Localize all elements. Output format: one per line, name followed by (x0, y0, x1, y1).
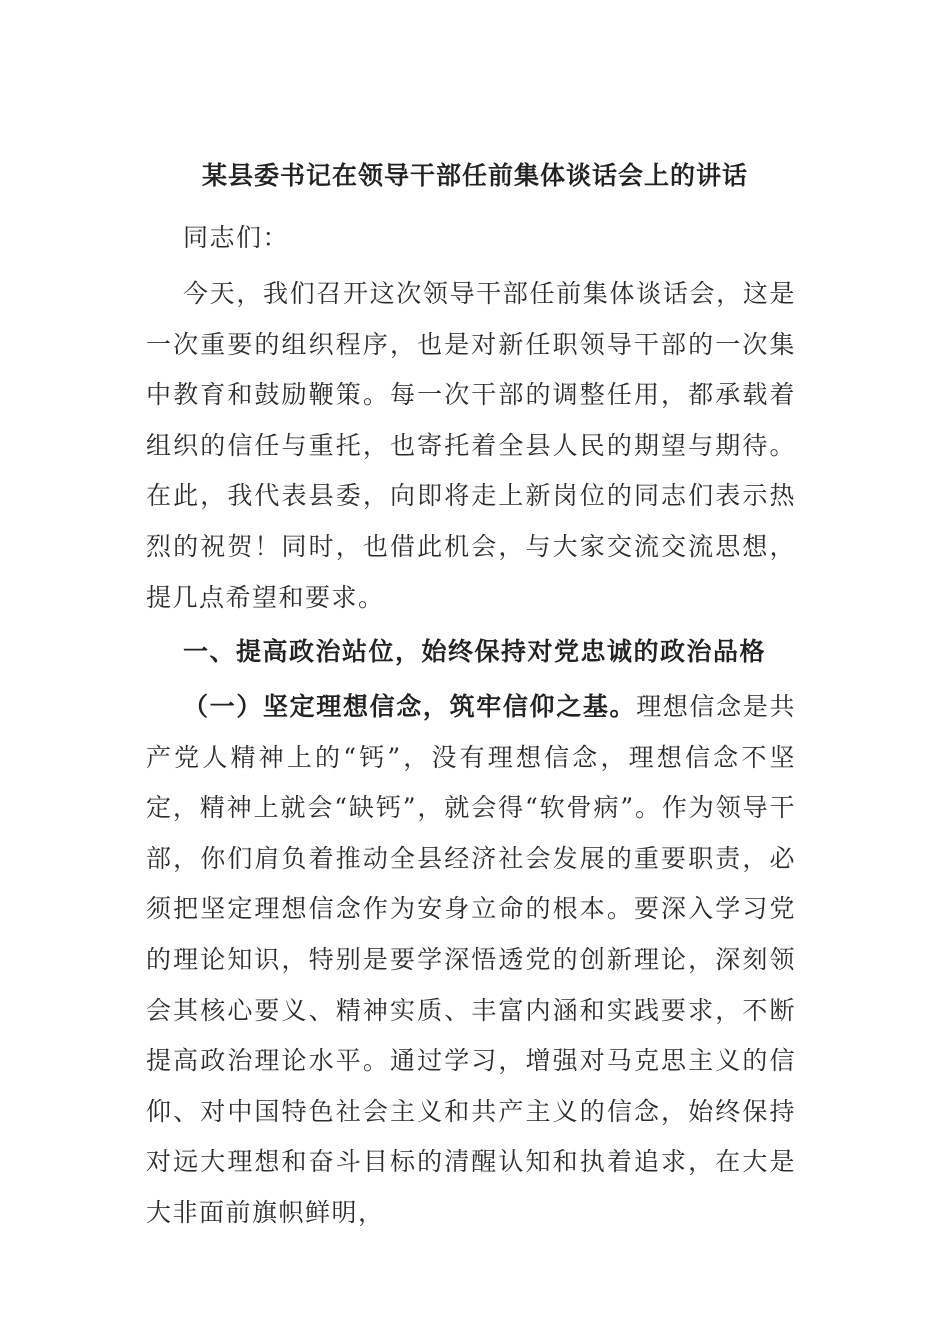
subsection-paragraph-1 (146, 682, 796, 1239)
opening-paragraph: 今天，我们召开这次领导干部任前集体谈话会，这是一次重要的组织程序，也是对新任职领导干部的一次集中教育和鼓励鞭策。每一次干部的调整任用，都承载着组织的信任与重托，也寄托着全县人民的期望与期待。在此，我代表县委，向即将走上新岗位的同志们表示热烈的祝贺！同时，也借此机会，与大家交流交流思想，提几点希望和要求。 (146, 279, 796, 612)
document-title: 某县委书记在领导干部任前集体谈话会上的讲话 (201, 161, 748, 190)
salutation: 同志们： (183, 223, 290, 252)
section-heading-1: 一、提高政治站位，始终保持对党忠诚的政治品格 (183, 637, 767, 666)
subsection-text-1: 理想信念是共产党人精神上的“钙”，没有理想信念，理想信念不坚定，精神上就会“缺钙”，就会得“软骨病”。作为领导干部，你们肩负着推动全县经济社会发展的重要职责，必须把坚定理想信念作为安身立命的根本。要深入学习党的理论知识，特别是要学深悟透党的创新理论，深刻领会其核心要义、精神实质、丰富内涵和实践要求，不断提高政治理论水平。通过学习，增强对马克思主义的信仰、对中国特色社会主义和共产主义的信念，始终保持对远大理想和奋斗目标的清醒认知和执着追求，在大是大非面前旗帜鲜明， (146, 692, 796, 1227)
subsection-lead-1: （一）坚定理想信念，筑牢信仰之基。 (183, 692, 637, 721)
